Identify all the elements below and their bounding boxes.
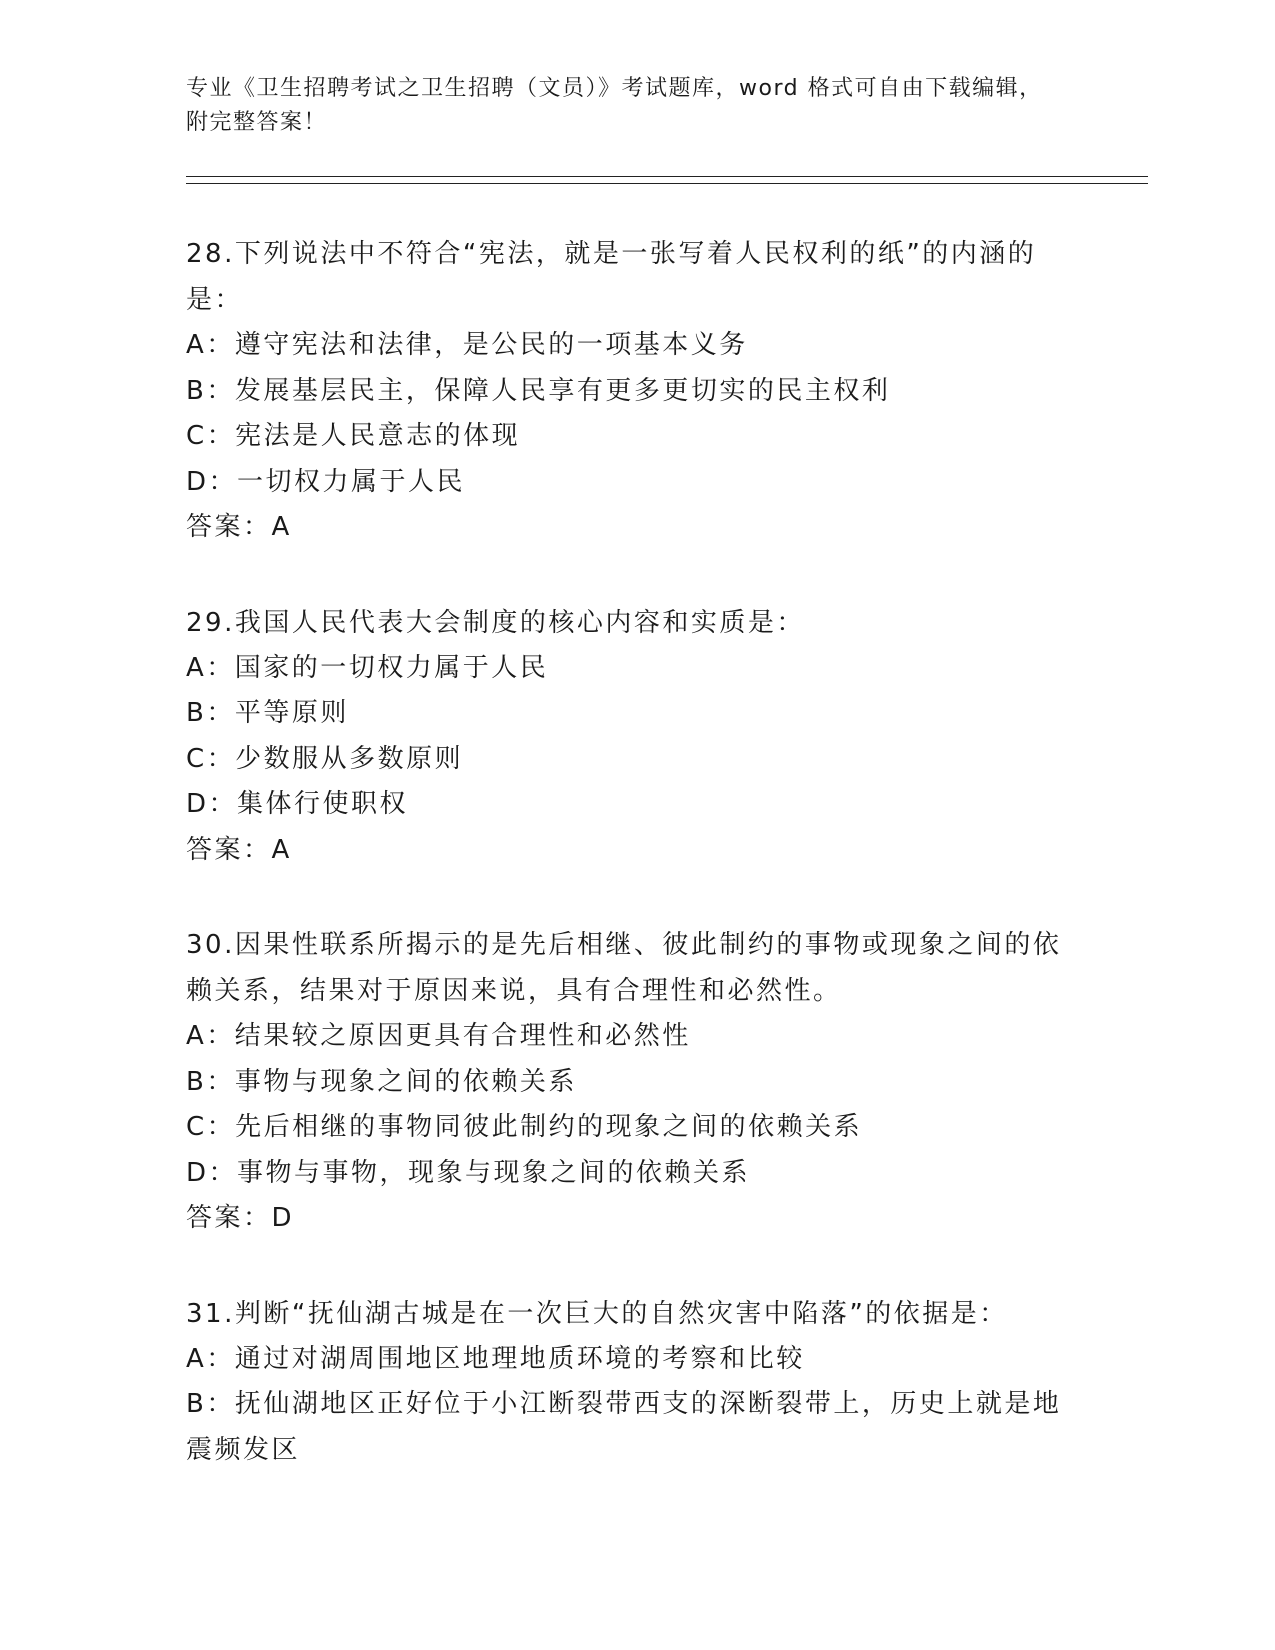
option-c: C：宪法是人民意志的体现 [186,421,521,451]
question-stem: 29.我国人民代表大会制度的核心内容和实质是： [186,607,805,638]
option-b: B：发展基层民主，保障人民享有更多更切实的民主权利 [186,375,891,406]
option-a: A：结果较之原因更具有合理性和必然性 [186,1021,691,1051]
option-d: D：一切权力属于人民 [186,466,466,497]
option-b: B：平等原则 [186,698,349,728]
question-list [186,231,1066,1522]
document-header-note: 专业《卫生招聘考试之卫生招聘（文员）》考试题库，word 格式可自由下载编辑，附完整答案！ [186,76,1043,135]
question-stem: 28.下列说法中不符合“宪法，就是一张写着人民权利的纸”的内涵的是： [186,239,1037,315]
option-a: A：遵守宪法和法律，是公民的一项基本义务 [186,330,748,360]
option-c: C：少数服从多数原则 [186,743,464,774]
answer-label: 答案：D [186,1203,295,1233]
question-stem: 30.因果性联系所揭示的是先后相继、彼此制约的事物或现象之间的依赖关系，结果对于原因来说，具有合理性和必然性。 [186,930,1062,1006]
question-31 [186,1291,1066,1474]
option-d: D：事物与事物，现象与现象之间的依赖关系 [186,1157,751,1188]
option-b: B：事物与现象之间的依赖关系 [186,1066,577,1097]
option-b: B：抚仙湖地区正好位于小江断裂带西支的深断裂带上，历史上就是地震频发区 [186,1389,1062,1465]
option-d: D：集体行使职权 [186,789,409,819]
option-c: C：先后相继的事物同彼此制约的现象之间的依赖关系 [186,1112,863,1142]
answer-label: 答案：A [186,512,292,542]
question-stem: 31.判断“抚仙湖古城是在一次巨大的自然灾害中陷落”的依据是： [186,1298,1008,1329]
option-a: A：国家的一切权力属于人民 [186,652,549,683]
question-30 [186,922,1066,1242]
answer-label: 答案：A [186,834,292,865]
option-a: A：通过对湖周围地区地理地质环境的考察和比较 [186,1343,805,1374]
header-double-rule [186,176,1148,184]
question-28 [186,231,1066,551]
question-29 [186,600,1066,874]
